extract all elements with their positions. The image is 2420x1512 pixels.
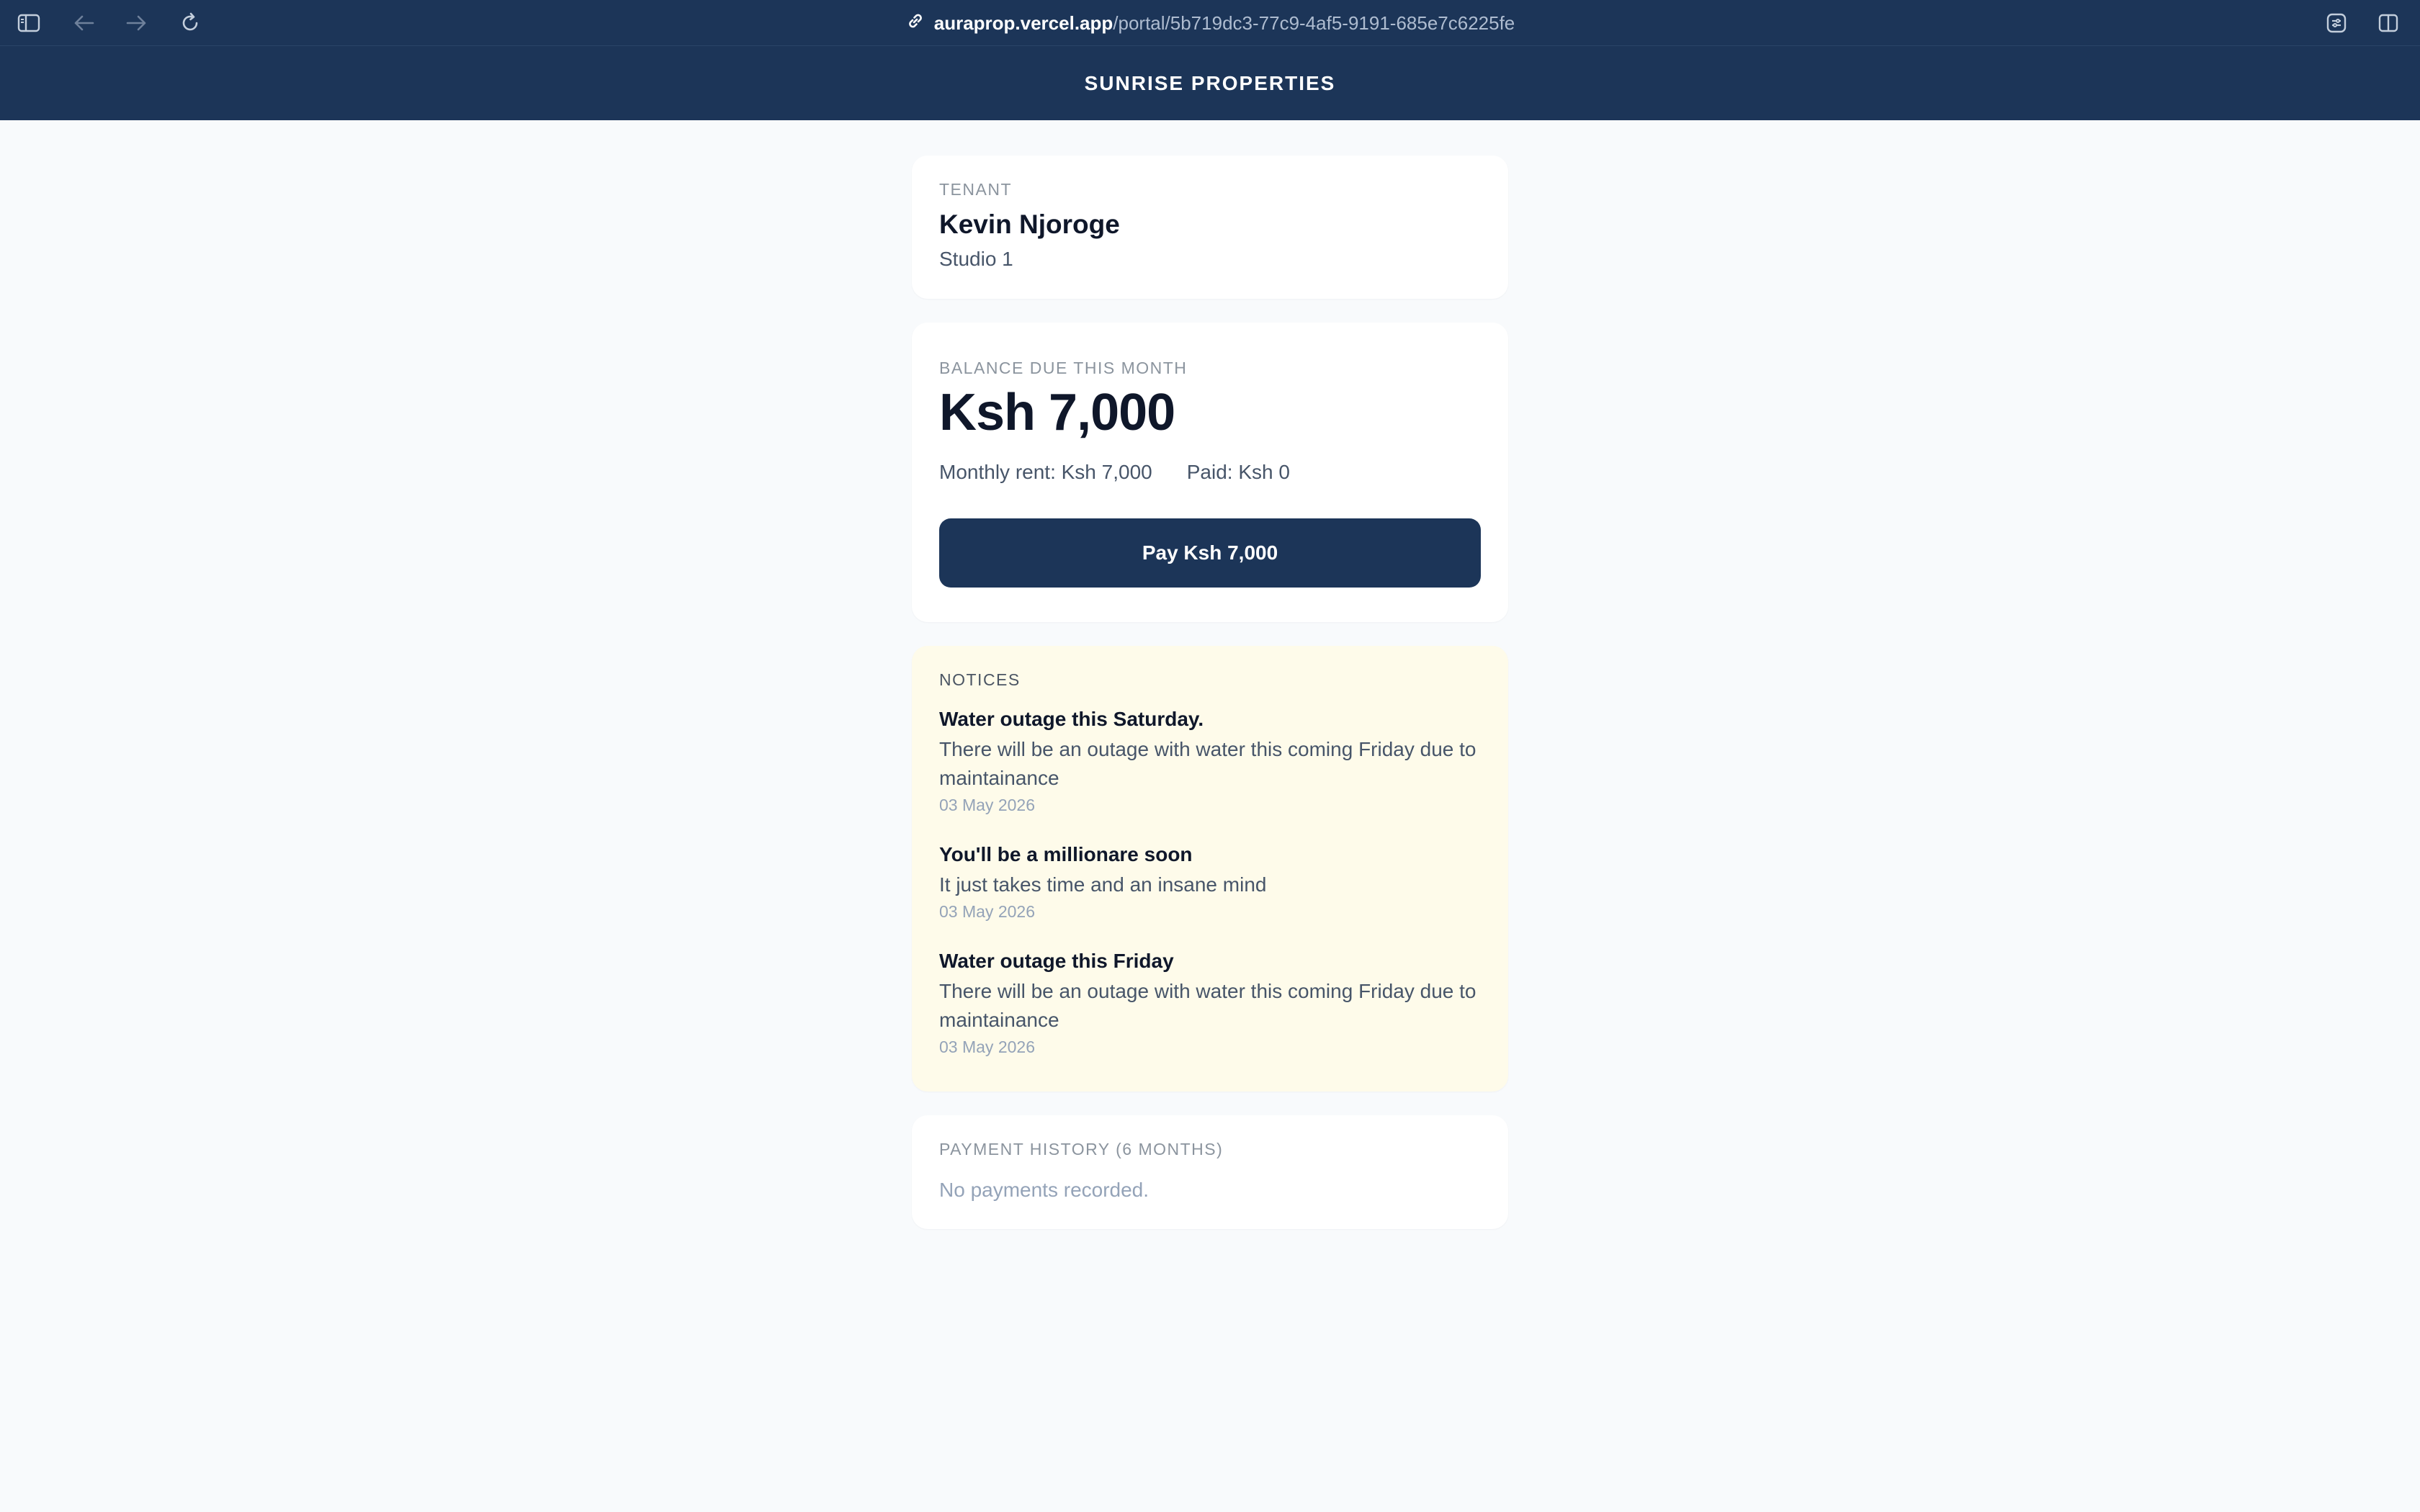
tenant-label: TENANT xyxy=(939,180,1012,199)
balance-label: BALANCE DUE THIS MONTH xyxy=(939,359,1188,377)
balance-card xyxy=(912,323,1508,622)
balance-meta xyxy=(939,461,1290,484)
tenant-unit: Studio 1 xyxy=(939,248,1013,270)
monthly-rent: Monthly rent: Ksh 7,000 xyxy=(939,461,1152,483)
balance-amount: Ksh 7,000 xyxy=(939,384,1175,441)
tenant-name: Kevin Njoroge xyxy=(939,210,1120,239)
tenant-card xyxy=(912,156,1508,299)
notice-date: 03 May 2026 xyxy=(939,1038,1035,1056)
notice-body: There will be an outage with water this coming Friday due to maintainance xyxy=(939,738,1476,789)
payment-history-label: PAYMENT HISTORY (6 MONTHS) xyxy=(939,1140,1224,1158)
link-icon xyxy=(905,11,926,36)
tab-search-icon[interactable] xyxy=(2323,10,2349,36)
url-path: /portal/5b719dc3-77c9-4af5-9191-685e7c6225fe xyxy=(1113,12,1515,34)
browser-toolbar xyxy=(0,0,2420,46)
address-bar[interactable] xyxy=(905,11,1515,36)
notice-date: 03 May 2026 xyxy=(939,796,1035,814)
notice-item xyxy=(939,708,1481,815)
payment-history-card xyxy=(912,1115,1508,1229)
notice-item xyxy=(939,950,1481,1057)
notice-title: Water outage this Saturday. xyxy=(939,708,1204,730)
notice-item xyxy=(939,843,1481,922)
url-host: auraprop.vercel.app xyxy=(933,12,1113,34)
notice-body: There will be an outage with water this coming Friday due to maintainance xyxy=(939,980,1476,1031)
pay-button[interactable]: Pay Ksh 7,000 xyxy=(939,518,1481,588)
notice-body: It just takes time and an insane mind xyxy=(939,873,1267,896)
app-title: SUNRISE PROPERTIES xyxy=(1084,71,1336,94)
paid-amount: Paid: Ksh 0 xyxy=(1186,461,1290,483)
split-view-icon[interactable] xyxy=(2375,10,2401,36)
notices-card xyxy=(912,646,1508,1092)
payment-history-empty: No payments recorded. xyxy=(939,1179,1150,1201)
notice-date: 03 May 2026 xyxy=(939,902,1035,921)
notice-title: Water outage this Friday xyxy=(939,950,1174,972)
app-header xyxy=(0,46,2420,120)
notices-label: NOTICES xyxy=(939,670,1021,689)
notice-title: You'll be a millionare soon xyxy=(939,843,1193,865)
